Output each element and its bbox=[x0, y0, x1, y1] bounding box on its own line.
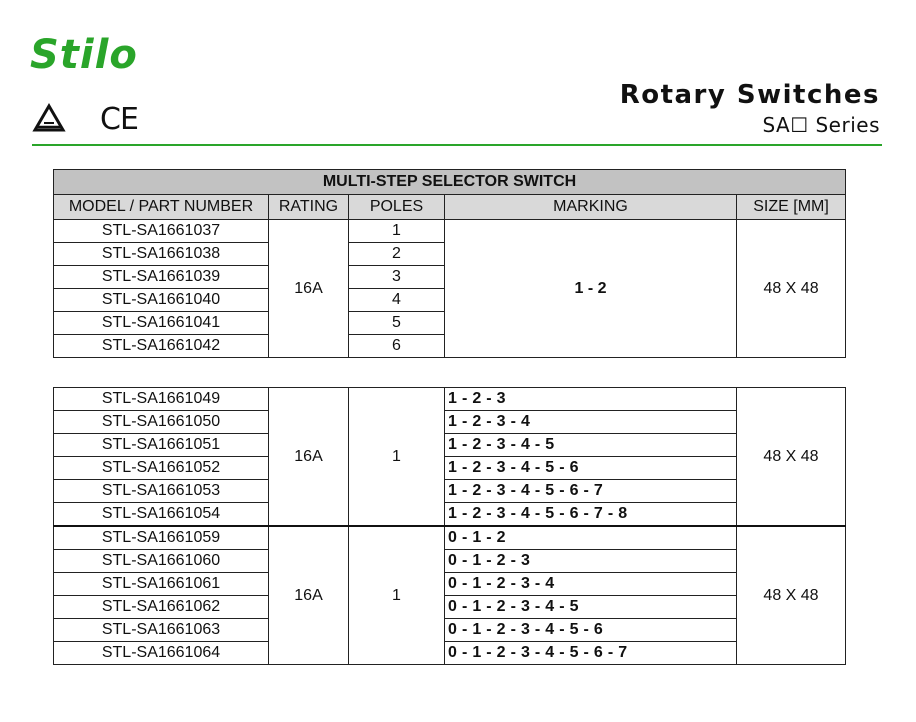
table-row bbox=[54, 642, 846, 665]
header-divider bbox=[32, 144, 882, 146]
model-cell: STL-SA1661041 bbox=[54, 312, 269, 335]
column-header-rating: RATING bbox=[269, 195, 349, 220]
rating-cell: 16A bbox=[269, 388, 349, 527]
column-header-poles: POLES bbox=[349, 195, 445, 220]
model-cell: STL-SA1661039 bbox=[54, 266, 269, 289]
table-row bbox=[54, 388, 846, 411]
selector-switch-table-1 bbox=[53, 169, 846, 358]
certification-marks bbox=[32, 100, 138, 140]
marking-cell: 1 - 2 - 3 - 4 bbox=[445, 411, 737, 434]
model-cell: STL-SA1661042 bbox=[54, 335, 269, 358]
model-cell: STL-SA1661063 bbox=[54, 619, 269, 642]
marking-cell: 1 - 2 - 3 - 4 - 5 - 6 - 7 bbox=[445, 480, 737, 503]
poles-cell: 2 bbox=[349, 243, 445, 266]
page-title: Rotary Switches bbox=[619, 80, 880, 110]
poles-cell: 3 bbox=[349, 266, 445, 289]
model-cell: STL-SA1661040 bbox=[54, 289, 269, 312]
model-cell: STL-SA1661037 bbox=[54, 220, 269, 243]
marking-cell: 0 - 1 - 2 - 3 - 4 - 5 bbox=[445, 596, 737, 619]
selector-switch-table-2 bbox=[53, 387, 846, 665]
model-cell: STL-SA1661064 bbox=[54, 642, 269, 665]
rating-cell: 16A bbox=[269, 526, 349, 665]
poles-cell: 1 bbox=[349, 526, 445, 665]
marking-cell: 0 - 1 - 2 - 3 bbox=[445, 550, 737, 573]
poles-cell: 1 bbox=[349, 220, 445, 243]
poles-cell: 6 bbox=[349, 335, 445, 358]
model-cell: STL-SA1661061 bbox=[54, 573, 269, 596]
marking-cell: 1 - 2 - 3 - 4 - 5 bbox=[445, 434, 737, 457]
table-row bbox=[54, 526, 846, 550]
model-cell: STL-SA1661038 bbox=[54, 243, 269, 266]
table-row bbox=[54, 550, 846, 573]
table-title: MULTI-STEP SELECTOR SWITCH bbox=[54, 170, 846, 195]
poles-cell: 5 bbox=[349, 312, 445, 335]
model-cell: STL-SA1661052 bbox=[54, 457, 269, 480]
table-row bbox=[54, 503, 846, 527]
model-cell: STL-SA1661053 bbox=[54, 480, 269, 503]
poles-cell: 1 bbox=[349, 388, 445, 527]
page-subtitle: SA☐ Series bbox=[762, 113, 880, 137]
model-cell: STL-SA1661054 bbox=[54, 503, 269, 527]
model-cell: STL-SA1661060 bbox=[54, 550, 269, 573]
marking-cell: 0 - 1 - 2 - 3 - 4 bbox=[445, 573, 737, 596]
table-row bbox=[54, 220, 846, 243]
ce-mark-icon: CE bbox=[100, 102, 138, 137]
column-header-model: MODEL / PART NUMBER bbox=[54, 195, 269, 220]
stilo-logo: Stilo bbox=[30, 32, 138, 78]
table-row bbox=[54, 596, 846, 619]
model-cell: STL-SA1661049 bbox=[54, 388, 269, 411]
model-cell: STL-SA1661059 bbox=[54, 526, 269, 550]
table-row bbox=[54, 619, 846, 642]
size-cell: 48 X 48 bbox=[737, 388, 846, 527]
delta-cert-icon bbox=[32, 103, 66, 138]
model-cell: STL-SA1661051 bbox=[54, 434, 269, 457]
table-row bbox=[54, 457, 846, 480]
model-cell: STL-SA1661050 bbox=[54, 411, 269, 434]
column-header-marking: MARKING bbox=[445, 195, 737, 220]
column-header-size: SIZE [MM] bbox=[737, 195, 846, 220]
poles-cell: 4 bbox=[349, 289, 445, 312]
table-row bbox=[54, 573, 846, 596]
marking-cell: 1 - 2 bbox=[445, 220, 737, 358]
model-cell: STL-SA1661062 bbox=[54, 596, 269, 619]
size-cell: 48 X 48 bbox=[737, 526, 846, 665]
rating-cell: 16A bbox=[269, 220, 349, 358]
marking-cell: 0 - 1 - 2 bbox=[445, 526, 737, 550]
table-row bbox=[54, 411, 846, 434]
marking-cell: 1 - 2 - 3 - 4 - 5 - 6 - 7 - 8 bbox=[445, 503, 737, 527]
table-row bbox=[54, 480, 846, 503]
size-cell: 48 X 48 bbox=[737, 220, 846, 358]
marking-cell: 1 - 2 - 3 - 4 - 5 - 6 bbox=[445, 457, 737, 480]
marking-cell: 0 - 1 - 2 - 3 - 4 - 5 - 6 bbox=[445, 619, 737, 642]
marking-cell: 0 - 1 - 2 - 3 - 4 - 5 - 6 - 7 bbox=[445, 642, 737, 665]
marking-cell: 1 - 2 - 3 bbox=[445, 388, 737, 411]
table-row bbox=[54, 434, 846, 457]
